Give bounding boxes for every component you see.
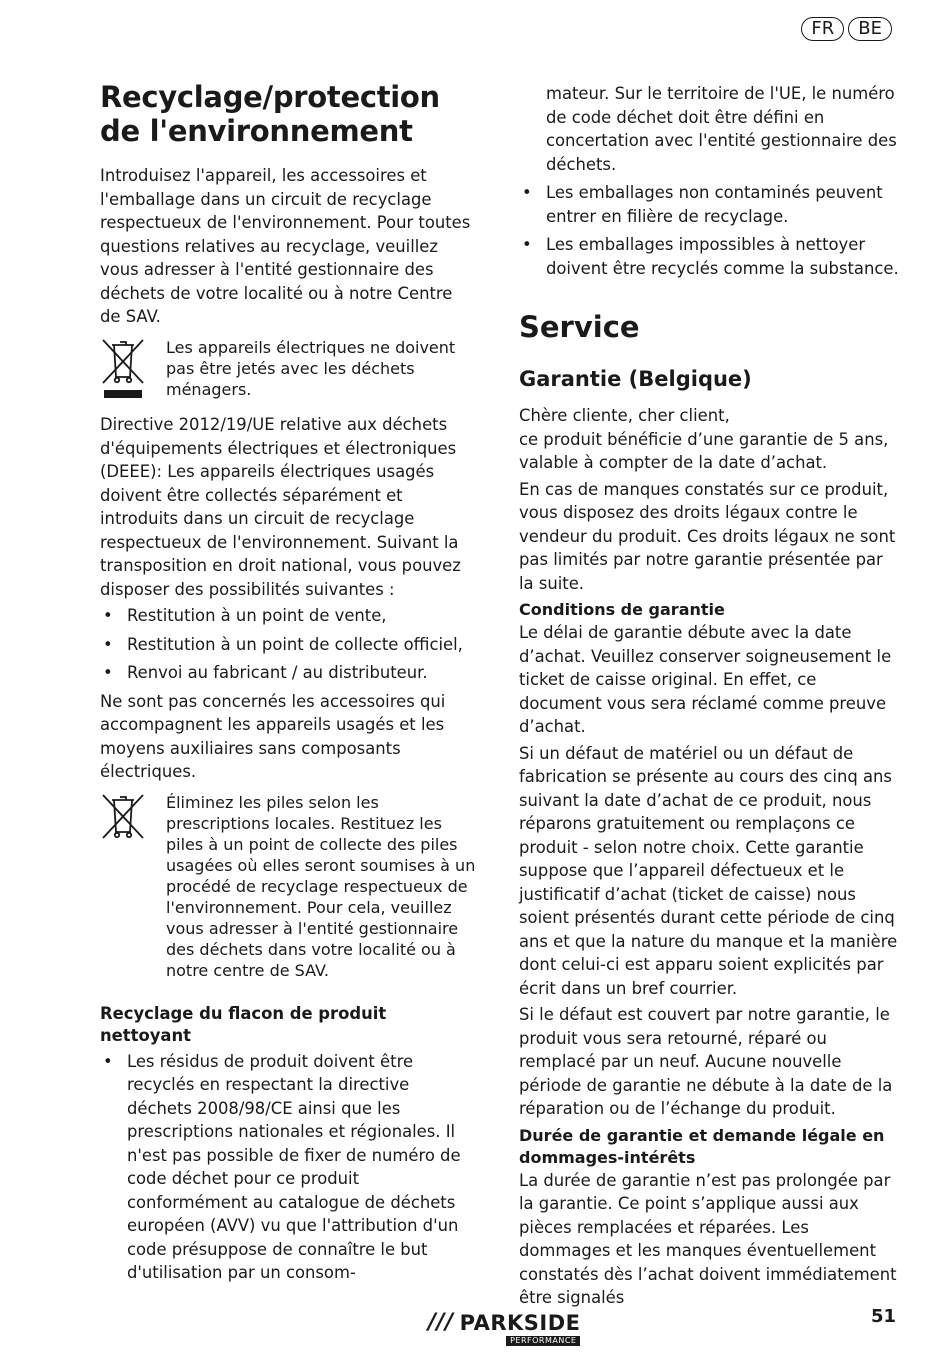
flacon-list	[100, 1050, 476, 1285]
duree-heading: Durée de garantie et demande légale en dommages-intérêts	[519, 1125, 885, 1167]
list-item: • Les résidus de produit doivent être recyclés en respectant la directive déchets 2008/98/CE ainsi que les prescriptions nationales et régionales. Il n'est pas possible de fixer de numéro de code déchet pour ce produit conformément au catalogue de déchets européen (AVV) vu que l'attribution d'un code présuppose de connaître le but d'utilisation par un consom-	[100, 1050, 476, 1285]
list-item: • Restitution à un point de collecte officiel,	[100, 633, 476, 657]
battery-text: Éliminez les piles selon les prescriptions locales. Restituez les piles à un point de collecte des piles usagées où elles seront soumises à un procédé de recyclage respectueux de l'environnement. Pour cela, veuillez vous adresser à l'entité gestionnaire des déchets dans votre localité ou à notre centre de SAV.	[166, 792, 476, 980]
section-title-service: Service	[519, 310, 640, 344]
list-item: • Les emballages non contaminés peuvent entrer en filière de recyclage.	[519, 181, 899, 228]
packaging-list	[519, 82, 899, 280]
page-number: 51	[870, 1306, 896, 1327]
crossed-bin-icon	[100, 792, 146, 842]
logo-text: PARKSIDE	[459, 1310, 581, 1335]
battery-notice	[100, 792, 476, 981]
section-title-recycling	[100, 80, 476, 148]
conditions-p1: Le délai de garantie débute avec la date d’achat. Veuillez conserver soigneusement le ticket de caisse original. En effet, ce document vous sera réclamé comme preuve d’achat.	[519, 623, 892, 736]
salutation: Chère cliente, cher client,	[519, 406, 730, 425]
duree-p1: La durée de garantie n’est pas prolongée par la garantie. Ce point s’applique aussi aux pièces remplacées et réparées. Les dommages et les manques éventuellement constatés dès l’achat doivent immédiatement être signalés	[519, 1170, 897, 1307]
language-badges	[801, 17, 892, 41]
list-item: • Renvoi au fabricant / au distributeur.	[100, 661, 476, 685]
logo-slashes: ///	[428, 1310, 454, 1335]
list-item-continued: mateur. Sur le territoire de l'UE, le numéro de code déchet doit être défini en concertation avec l'entité gestionnaire des déchets.	[546, 84, 897, 174]
left-column	[100, 80, 476, 1290]
list-item: • Restitution à un point de vente,	[100, 604, 476, 628]
logo-subtitle: PERFORMANCE	[506, 1336, 580, 1346]
right-column	[519, 82, 899, 1310]
conditions-heading: Conditions de garantie	[519, 600, 725, 619]
weee-text: Les appareils électriques ne doivent pas être jetés avec les déchets ménagers.	[166, 337, 456, 399]
conditions-p3: Si le défaut est couvert par notre garantie, le produit vous sera retourné, réparé ou remplacé par un neuf. Aucune nouvelle période de garantie ne débute à la date de la réparation ou de l’échange du produit.	[519, 1005, 893, 1118]
recycling-intro: Introduisez l'appareil, les accessoires et l'emballage dans un circuit de recyclage respectueux de l'environnement. Pour toutes questions relatives au recyclage, veuillez vous adresser à l'entité gestionnaire des déchets de votre localité ou à notre Centre de SAV.	[100, 166, 471, 326]
disposal-options	[100, 604, 476, 685]
garantie-p1: ce produit bénéficie d’une garantie de 5 ans, valable à compter de la date d’achat.	[519, 429, 889, 472]
list-item: • Les emballages impossibles à nettoyer doivent être recyclés comme la substance.	[519, 233, 899, 280]
flacon-heading: Recyclage du flacon de produit nettoyant	[100, 1003, 387, 1045]
garantie-title: Garantie (Belgique)	[519, 367, 752, 391]
garantie-p2: En cas de manques constatés sur ce produit, vous disposez des droits légaux contre le vendeur du produit. Ces droits légaux ne sont pas limités par notre garantie présentée par la suite.	[519, 479, 896, 593]
language-badge-be: BE	[848, 17, 892, 41]
crossed-bin-with-bar-icon	[100, 337, 146, 399]
not-concerned-text: Ne sont pas concernés les accessoires qui accompagnent les appareils usagés et les moyens auxiliaires sans composants électriques.	[100, 691, 446, 781]
title-line-1: Recyclage/protection	[100, 80, 440, 114]
parkside-logo	[428, 1310, 580, 1346]
language-badge-fr: FR	[801, 17, 844, 41]
conditions-p2: Si un défaut de matériel ou un défaut de fabrication se présente au cours des cinq ans suivant la date d’achat de ce produit, nous réparons gratuitement ou remplaçons ce produit - selon notre choix. Cette garantie suppose que l’appareil défectueux et le justificatif d’achat (ticket de caisse) nous soient présentés durant cette période de cinq ans et que la nature du manque et la manière dont celui-ci est apparu soient explicités par écrit dans un bref courrier.	[519, 743, 898, 998]
weee-directive: Directive 2012/19/UE relative aux déchets d'équipements électriques et électroniques (DEEE): Les appareils électriques usagés doivent être collectés séparément et introduits dans un circuit de recyclage respectueux de l'environnement. Suivant la transposition en droit national, vous pouvez disposer des possibilités suivantes :	[100, 415, 461, 599]
weee-notice	[100, 337, 476, 406]
title-line-2: de l'environnement	[100, 114, 413, 148]
